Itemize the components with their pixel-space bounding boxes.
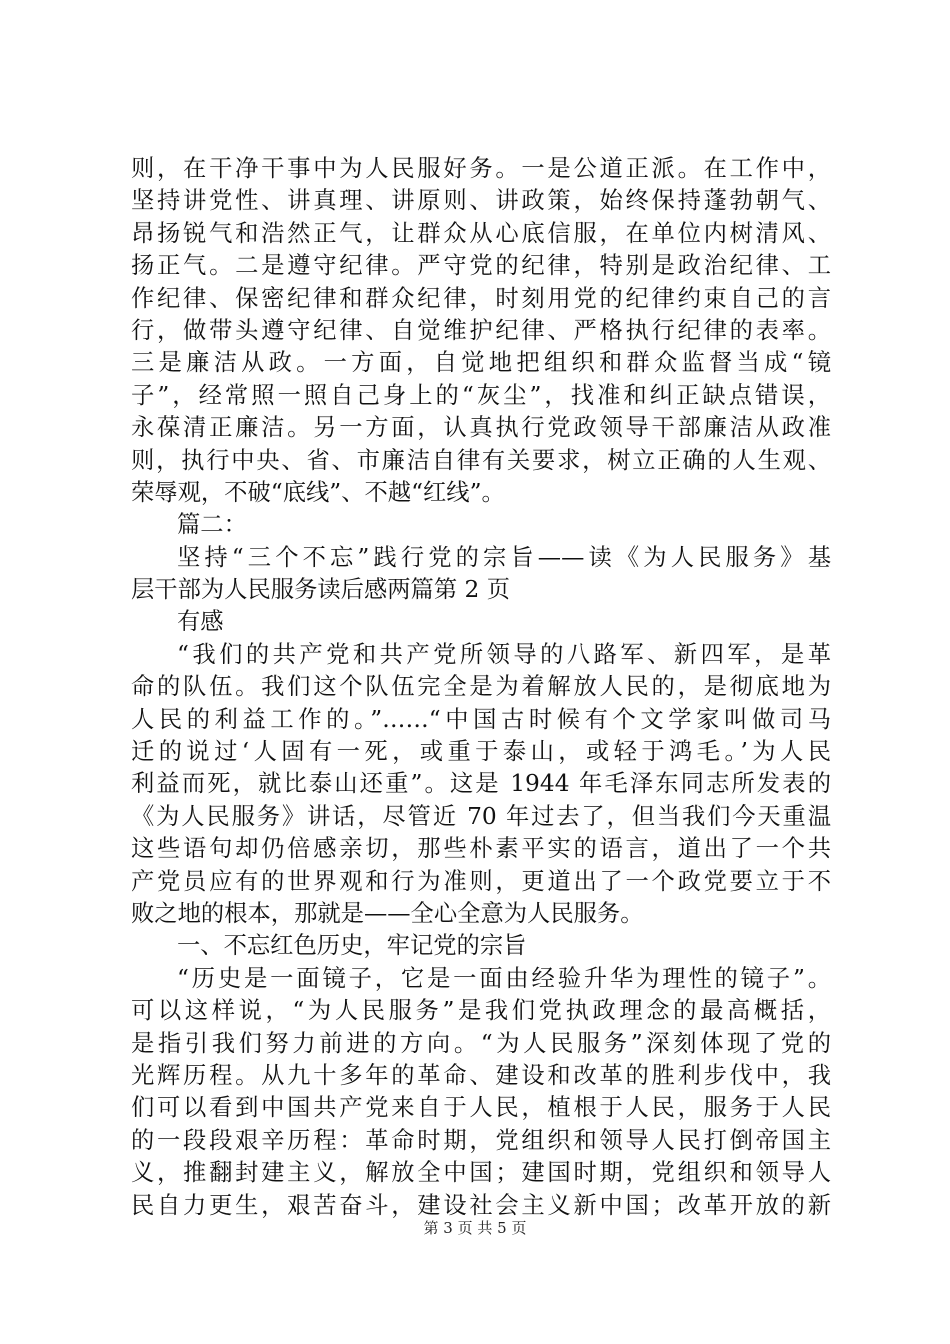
text-line: 们可以看到中国共产党来自于人民，植根于人民，服务于人民 xyxy=(131,1094,831,1122)
text-line: 可以这样说，“为人民服务”是我们党执政理念的最高概括， xyxy=(131,997,831,1025)
text-line: 义，推翻封建主义，解放全中国；建国时期，党组织和领导人 xyxy=(131,1159,831,1187)
text-line: 《为人民服务》讲话，尽管近 70 年过去了，但当我们今天重温 xyxy=(131,802,831,830)
text-line: 则，在干净干事中为人民服好务。一是公道正派。在工作中， xyxy=(131,155,831,182)
text-line: 人民的利益工作的。”……“中国古时候有个文学家叫做司马 xyxy=(131,705,831,733)
text-line: 的一段段艰辛历程：革命时期，党组织和领导人民打倒帝国主 xyxy=(131,1126,831,1154)
text-line: 迁的说过‘人固有一死，或重于泰山，或轻于鸿毛。’为人民 xyxy=(131,738,831,766)
text-line: “我们的共产党和共产党所领导的八路军、新四军，是革 xyxy=(177,640,831,668)
text-line: 民自力更生，艰苦奋斗，建设社会主义新中国；改革开放的新 xyxy=(131,1191,831,1219)
page-footer: 第 3 页 共 5 页 xyxy=(423,1219,527,1237)
text-line: 败之地的根本，那就是——全心全意为人民服务。 xyxy=(131,899,644,927)
text-line: 篇二： xyxy=(177,511,247,539)
text-line: 产党员应有的世界观和行为准则，更道出了一个政党要立于不 xyxy=(131,867,831,895)
text-line: 则，执行中央、省、市廉洁自律有关要求，树立正确的人生观、 xyxy=(131,446,831,474)
text-line: 坚持讲党性、讲真理、讲原则、讲政策，始终保持蓬勃朝气、 xyxy=(131,187,831,215)
text-line: 扬正气。二是遵守纪律。严守党的纪律，特别是政治纪律、工 xyxy=(131,252,831,280)
document-body xyxy=(131,153,831,1222)
text-line: 是指引我们努力前进的方向。“为人民服务”深刻体现了党的 xyxy=(131,1029,831,1057)
text-line: 三是廉洁从政。一方面，自觉地把组织和群众监督当成“镜 xyxy=(131,349,831,377)
text-line: 永葆清正廉洁。另一方面，认真执行党政领导干部廉洁从政准 xyxy=(131,414,831,442)
text-line: 坚持“三个不忘”践行党的宗旨——读《为人民服务》基 xyxy=(177,543,831,571)
text-line: 荣辱观，不破“底线”、不越“红线”。 xyxy=(131,478,505,506)
text-line: 层干部为人民服务读后感两篇第 2 页 xyxy=(131,576,511,604)
text-line: 光辉历程。从九十多年的革命、建设和改革的胜利步伐中，我 xyxy=(131,1061,831,1089)
text-line: 利益而死，就比泰山还重”。这是 1944 年毛泽东同志所发表的 xyxy=(131,770,831,798)
text-line: 一、不忘红色历史，牢记党的宗旨 xyxy=(177,932,527,960)
text-line: 行，做带头遵守纪律、自觉维护纪律、严格执行纪律的表率。 xyxy=(131,316,831,344)
text-line: 作纪律、保密纪律和群众纪律，时刻用党的纪律约束自己的言 xyxy=(131,284,831,312)
text-line: 有感 xyxy=(177,608,224,636)
text-line: “历史是一面镜子，它是一面由经验升华为理性的镜子”。 xyxy=(177,964,831,992)
text-line: 命的队伍。我们这个队伍完全是为着解放人民的，是彻底地为 xyxy=(131,673,831,701)
text-line: 子”，经常照一照自己身上的“灰尘”，找准和纠正缺点错误， xyxy=(131,381,831,409)
text-line: 这些语句却仍倍感亲切，那些朴素平实的语言，道出了一个共 xyxy=(131,835,831,863)
text-line: 昂扬锐气和浩然正气，让群众从心底信服，在单位内树清风、 xyxy=(131,219,831,247)
